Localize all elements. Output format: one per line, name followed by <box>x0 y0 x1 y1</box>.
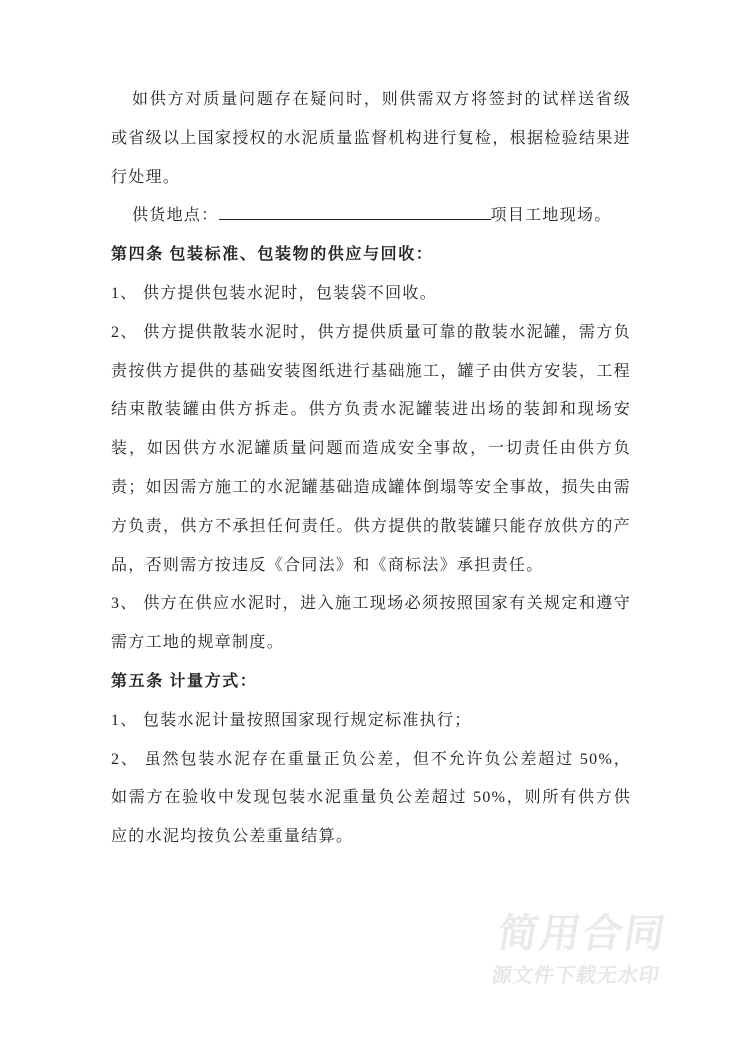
watermark-tagline-text: 源文件下载无水印 <box>490 965 662 987</box>
article-4-item-3: 3、 供方在供应水泥时，进入施工现场必须按照国家有关规定和遵守需方工地的规章制度。 <box>111 595 631 652</box>
article-4-heading: 第四条 包装标准、包装物的供应与回收： <box>111 246 434 264</box>
article-5-heading: 第五条 计量方式： <box>111 672 258 690</box>
site-watermark <box>490 912 692 987</box>
delivery-location-blank-field <box>219 202 491 220</box>
article-5-item-1: 1、 包装水泥计量按照国家现行规定标准执行； <box>111 711 472 729</box>
article-5-item-2: 2、 虽然包装水泥存在重量正负公差，但不允许负公差超过 50%，如需方在验收中发现包装水泥重量负公差超过 50%，则所有供方供应的水泥均按负公差重量结算。 <box>111 750 631 846</box>
contract-body <box>111 81 631 857</box>
delivery-location-line <box>111 197 631 236</box>
article-4-item-2: 2、 供方提供散装水泥时，供方提供质量可靠的散装水泥罐，需方负责按供方提供的基础安装图纸进行基础施工，罐子由供方安装，工程结束散装罐由供方拆走。供方负责水泥罐装进出场的装卸和现场安装，如因供方水泥罐质量问题而造成安全事故，一切责任由供方负责；如因需方施工的水泥罐基础造成罐体倒塌等安全事故，损失由需方负责，供方不承担任何责任。供方提供的散装罐只能存放供方的产品，否则需方按违反《合同法》和《商标法》承担责任。 <box>111 323 631 574</box>
delivery-location-label: 供货地点： <box>132 207 219 225</box>
delivery-location-suffix: 项目工地现场。 <box>490 207 612 225</box>
paragraph-quality-dispute: 如供方对质量问题存在疑问时，则供需双方将签封的试样送省级或省级以上国家授权的水泥质量监督机构进行复检，根据检验结果进行处理。 <box>111 91 631 186</box>
article-4-item-1: 1、 供方提供包装水泥时，包装袋不回收。 <box>111 284 438 302</box>
watermark-brand-text: 简用合同 <box>494 912 670 956</box>
